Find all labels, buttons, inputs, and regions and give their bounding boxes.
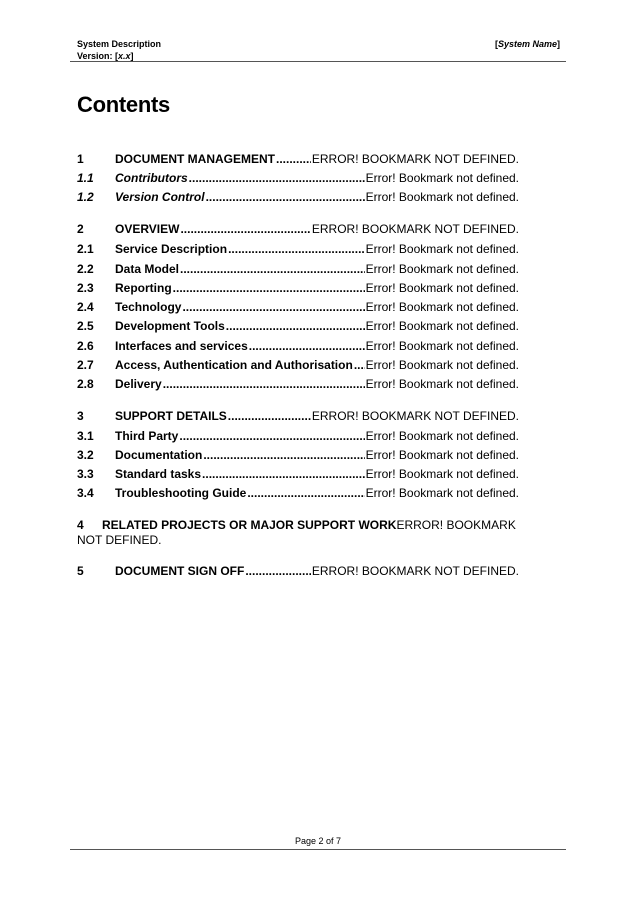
toc-entry-number: 2.5 (77, 319, 94, 333)
toc-entry-label: Reporting (115, 281, 172, 295)
toc-entry-3-2[interactable] (77, 448, 519, 463)
toc-entry-label: Third Party (115, 429, 179, 443)
toc-entry-label: Delivery (115, 377, 162, 391)
toc-entry-number: 3.4 (77, 486, 94, 500)
toc-entry-3-1[interactable] (77, 429, 519, 444)
toc-entry-2-8[interactable] (77, 377, 519, 392)
toc-entry-label: Troubleshooting Guide (115, 486, 247, 500)
toc-leader-dots (228, 409, 311, 424)
toc-leader-dots (245, 564, 311, 579)
toc-entry-label: Development Tools (115, 319, 225, 333)
toc-entry-page: ERROR! BOOKMARK NOT DEFINED. (311, 152, 519, 166)
footer-divider (70, 849, 566, 850)
toc-entry-2-6[interactable] (77, 339, 519, 354)
toc-entry-number: 3.1 (77, 429, 94, 443)
toc-entry-number: 2.4 (77, 300, 94, 314)
toc-entry-2-3[interactable] (77, 281, 519, 296)
toc-entry-number: 2.7 (77, 358, 94, 372)
header-system-name: [System Name] (494, 39, 560, 49)
toc-entry-page: Error! Bookmark not defined. (365, 429, 519, 443)
toc-entry-page: Error! Bookmark not defined. (365, 190, 519, 204)
toc-entry-label: Standard tasks (115, 467, 202, 481)
toc-entry-number: 1 (77, 152, 84, 166)
toc-entry-4[interactable] (77, 518, 537, 548)
toc-leader-dots (202, 467, 365, 482)
toc-entry-page: ERROR! BOOKMARK NOT DEFINED. (77, 518, 516, 547)
toc-entry-page: Error! Bookmark not defined. (365, 319, 519, 333)
toc-entry-label: Contributors (115, 171, 188, 185)
toc-entry-number: 2.1 (77, 242, 94, 256)
toc-leader-dots (180, 262, 365, 277)
toc-entry-page: Error! Bookmark not defined. (365, 467, 519, 481)
toc-entry-number: 5 (77, 564, 84, 578)
toc-entry-page: Error! Bookmark not defined. (365, 171, 519, 185)
toc-entry-page: Error! Bookmark not defined. (365, 339, 519, 353)
toc-entry-3-4[interactable] (77, 486, 519, 501)
toc-leader-dots (206, 190, 365, 205)
toc-entry-page: Error! Bookmark not defined. (365, 377, 519, 391)
toc-leader-dots (249, 339, 365, 354)
toc-entry-label: Interfaces and services (115, 339, 248, 353)
toc-entry-page: Error! Bookmark not defined. (365, 281, 519, 295)
toc-entry-number: 3 (77, 409, 84, 423)
toc-entry-1[interactable] (77, 152, 519, 167)
toc-leader-dots (163, 377, 365, 392)
toc-leader-dots (354, 358, 365, 373)
toc-leader-dots (182, 300, 364, 315)
toc-entry-number: 3.3 (77, 467, 94, 481)
toc-entry-label: Data Model (115, 262, 180, 276)
header-doc-type: System Description (77, 39, 162, 49)
header-divider (70, 61, 566, 62)
toc-entry-2-7[interactable] (77, 358, 519, 373)
toc-entry-3-3[interactable] (77, 467, 519, 482)
toc-entry-2-4[interactable] (77, 300, 519, 315)
toc-leader-dots (203, 448, 364, 463)
toc-entry-page: Error! Bookmark not defined. (365, 262, 519, 276)
toc-leader-dots (247, 486, 364, 501)
toc-leader-dots (226, 319, 365, 334)
toc-entry-number: 2.2 (77, 262, 94, 276)
toc-entry-label: DOCUMENT SIGN OFF (115, 564, 245, 578)
toc-entry-5[interactable] (77, 564, 519, 579)
toc-leader-dots (179, 429, 364, 444)
toc-entry-1-1[interactable] (77, 171, 519, 186)
toc-entry-2-1[interactable] (77, 242, 519, 257)
toc-entry-page: ERROR! BOOKMARK NOT DEFINED. (311, 409, 519, 423)
page-title: Contents (77, 92, 170, 117)
toc-entry-2[interactable] (77, 222, 519, 237)
toc-entry-page: ERROR! BOOKMARK NOT DEFINED. (311, 222, 519, 236)
toc-entry-number: 2.6 (77, 339, 94, 353)
toc-entry-number: 2.8 (77, 377, 94, 391)
toc-entry-1-2[interactable] (77, 190, 519, 205)
toc-entry-label: Version Control (115, 190, 205, 204)
toc-entry-number: 2 (77, 222, 84, 236)
toc-entry-3[interactable] (77, 409, 519, 424)
toc-leader-dots (189, 171, 365, 186)
toc-entry-label: SUPPORT DETAILS (115, 409, 227, 423)
toc-entry-label: Service Description (115, 242, 228, 256)
toc-entry-page: ERROR! BOOKMARK NOT DEFINED. (311, 564, 519, 578)
toc-entry-number: 1.2 (77, 190, 94, 204)
toc-entry-label: DOCUMENT MANAGEMENT (115, 152, 275, 166)
toc-entry-number: 3.2 (77, 448, 94, 462)
header-version: Version: [x.x] (77, 51, 134, 61)
toc-entry-2-2[interactable] (77, 262, 519, 277)
toc-entry-label: OVERVIEW (115, 222, 180, 236)
toc-entry-page: Error! Bookmark not defined. (365, 358, 519, 372)
toc-leader-dots (228, 242, 365, 257)
toc-entry-label: RELATED PROJECTS OR MAJOR SUPPORT WORK (102, 518, 397, 532)
toc-leader-dots (180, 222, 310, 237)
toc-entry-number: 2.3 (77, 281, 94, 295)
toc-entry-label: Access, Authentication and Authorisation (115, 358, 353, 372)
toc-entry-page: Error! Bookmark not defined. (365, 486, 519, 500)
toc-leader-dots (276, 152, 311, 167)
toc-entry-2-5[interactable] (77, 319, 519, 334)
header-left (77, 38, 161, 62)
toc-entry-label: Technology (115, 300, 182, 314)
toc-entry-page: Error! Bookmark not defined. (365, 448, 519, 462)
toc-entry-page: Error! Bookmark not defined. (365, 300, 519, 314)
footer-page-number: Page 2 of 7 (294, 836, 342, 846)
toc-leader-dots (173, 281, 365, 296)
toc-entry-number: 4 (77, 518, 84, 532)
toc-entry-label: Documentation (115, 448, 203, 462)
toc-entry-number: 1.1 (77, 171, 94, 185)
toc-entry-page: Error! Bookmark not defined. (365, 242, 519, 256)
